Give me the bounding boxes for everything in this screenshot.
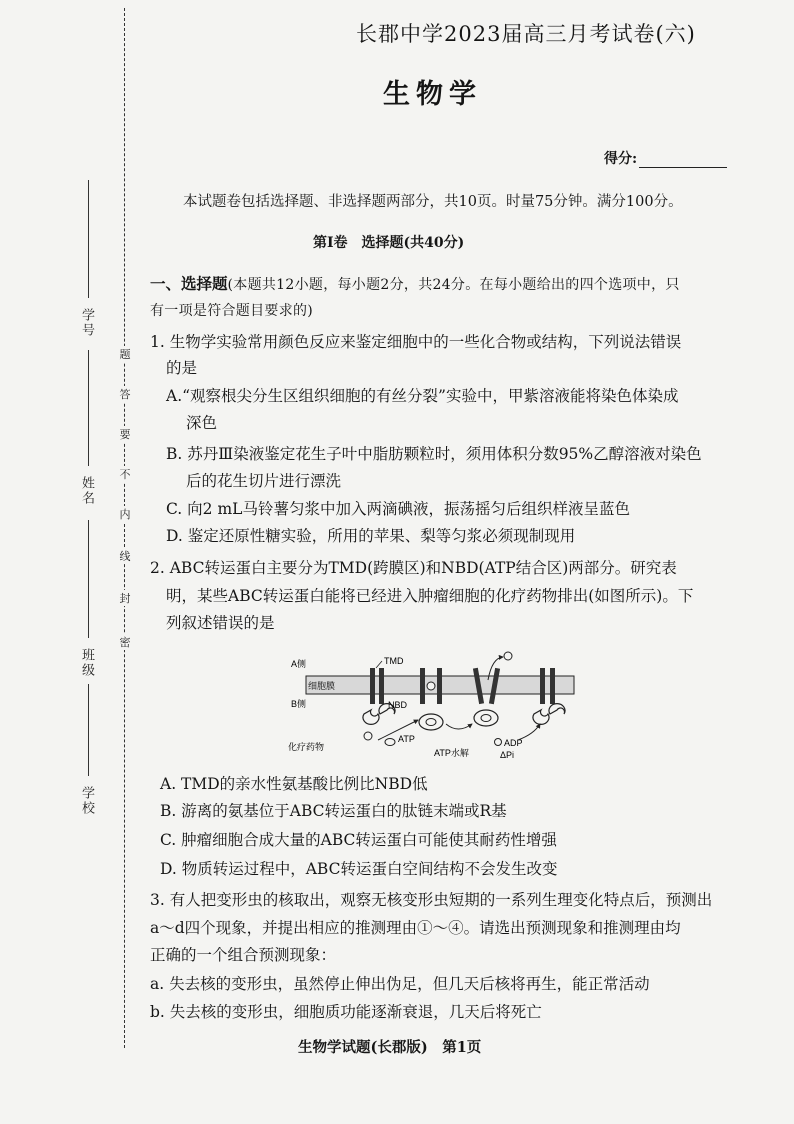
- membrane-label: 细胞膜: [308, 681, 336, 691]
- exported-drug: [504, 652, 512, 660]
- score-blank: [639, 155, 727, 168]
- side-a-label: A侧: [291, 659, 307, 669]
- class-field: [88, 520, 89, 638]
- q1-option-c: C. 向2 mL马铃薯匀浆中加入两滴碘液，振荡摇匀后组织样液呈蓝色: [166, 500, 630, 518]
- section-instructions: (本题共12小题，每小题2分，共24分。在每小题给出的四个选项中，只: [227, 277, 680, 293]
- abc-transporter-diagram: [286, 650, 582, 760]
- seal-char: 密: [119, 636, 131, 649]
- score-label: 得分:: [604, 151, 638, 167]
- section-heading: [150, 272, 680, 294]
- student-id-label: 学号: [79, 308, 94, 338]
- part-heading: 第Ⅰ卷 选择题(共40分): [313, 235, 465, 251]
- name-field: [88, 350, 89, 466]
- page-footer: 生物学试题(长郡版) 第1页: [298, 1039, 482, 1056]
- seal-char: 题: [119, 348, 131, 361]
- atp-molecule: [481, 715, 491, 722]
- drug-label: 化疗药物: [288, 742, 325, 752]
- seal-char: 内: [119, 508, 131, 521]
- tmd-label: TMD: [384, 656, 404, 666]
- q1-option-b-cont: 后的花生切片进行漂洗: [186, 472, 342, 490]
- pi-label: ΔPi: [500, 750, 515, 760]
- atp-molecule: [385, 739, 395, 746]
- exam-title: 长郡中学2023届高三月考试卷(六): [356, 22, 696, 46]
- hydrolysis-label: ATP水解: [434, 748, 469, 758]
- nbd-label: NBD: [388, 700, 408, 710]
- seal-char: 封: [119, 592, 131, 605]
- q2-option-c: C. 肿瘤细胞合成大量的ABC转运蛋白可能使其耐药性增强: [160, 831, 557, 849]
- class-label: 班级: [79, 648, 94, 678]
- q2-stem-cont: 明，某些ABC转运蛋白能将已经进入肿瘤细胞的化疗药物排出(如图所示)。下: [166, 587, 694, 605]
- q1-stem: 1. 生物学实验常用颜色反应来鉴定细胞中的一些化合物或结构，下列说法错误: [150, 333, 682, 351]
- seal-char: 要: [119, 428, 131, 441]
- nbd-shape: [474, 710, 498, 726]
- tmd-segment: [550, 668, 555, 704]
- subject-title: 生物学: [383, 79, 482, 110]
- q3-item-a: a. 失去核的变形虫，虽然停止伸出伪足，但几天后核将再生，能正常活动: [150, 975, 650, 993]
- school-field: [88, 684, 89, 776]
- school-label: 学校: [79, 786, 94, 816]
- drug-molecule: [427, 682, 435, 690]
- q2-option-d: D. 物质转运过程中，ABC转运蛋白空间结构不会发生改变: [160, 860, 558, 878]
- q1-option-b: B. 苏丹Ⅲ染液鉴定花生子叶中脂肪颗粒时，须用体积分数95%乙醇溶液对染色: [166, 445, 702, 463]
- section-instructions-cont: 有一项是符合题目要求的): [150, 303, 314, 319]
- nbd-shape: [363, 710, 379, 724]
- nbd-shape: [419, 714, 443, 730]
- student-id-field: [88, 180, 89, 298]
- seal-char: 线: [119, 550, 131, 563]
- section-label: 一、选择题: [150, 274, 228, 293]
- seal-char: 不: [119, 468, 131, 481]
- binding-dashed-line: [124, 8, 125, 1048]
- q1-option-a: A.“观察根尖分生区组织细胞的有丝分裂”实验中，甲紫溶液能将染色体染成: [166, 387, 679, 405]
- q2-stem-cont2: 列叙述错误的是: [166, 614, 275, 632]
- tmd-segment: [370, 668, 375, 704]
- q3-stem-cont2: 正确的一个组合预测现象：: [150, 946, 337, 964]
- score-field: [604, 148, 727, 168]
- name-label: 姓名: [79, 476, 94, 506]
- q1-option-d: D. 鉴定还原性糖实验，所用的苹果、梨等匀浆必须现制现用: [166, 527, 576, 545]
- atp-label: ATP: [398, 734, 415, 744]
- adp-molecule: [495, 739, 502, 746]
- q1-option-a-cont: 深色: [186, 414, 218, 432]
- q2-option-a: A. TMD的亲水性氨基酸比例比NBD低: [160, 775, 428, 793]
- side-b-label: B侧: [291, 699, 307, 709]
- q2-option-b: B. 游离的氨基位于ABC转运蛋白的肽链末端或R基: [160, 802, 507, 820]
- tmd-segment: [420, 668, 425, 704]
- q1-stem-cont: 的是: [166, 359, 198, 377]
- q2-stem: 2. ABC转运蛋白主要分为TMD(跨膜区)和NBD(ATP结合区)两部分。研究表: [150, 559, 677, 577]
- nbd-shape: [533, 710, 549, 724]
- adp-label: ADP: [504, 738, 523, 748]
- drug-molecule: [364, 732, 372, 740]
- nbd-shape: [549, 704, 565, 714]
- intro-text: 本试题卷包括选择题、非选择题两部分，共10页。时量75分钟。满分100分。: [183, 194, 683, 210]
- tmd-segment: [540, 668, 545, 704]
- tmd-segment: [379, 668, 384, 704]
- q3-stem-cont: a～d四个现象，并提出相应的推测理由①～④。请选出预测现象和推测理由均: [150, 919, 681, 937]
- q3-item-b: b. 失去核的变形虫，细胞质功能逐渐衰退，几天后将死亡: [150, 1003, 542, 1021]
- seal-char: 答: [119, 388, 131, 401]
- q3-stem: 3. 有人把变形虫的核取出，观察无核变形虫短期的一系列生理变化特点后，预测出: [150, 891, 713, 909]
- atp-molecule: [426, 719, 436, 726]
- tmd-segment: [437, 668, 442, 704]
